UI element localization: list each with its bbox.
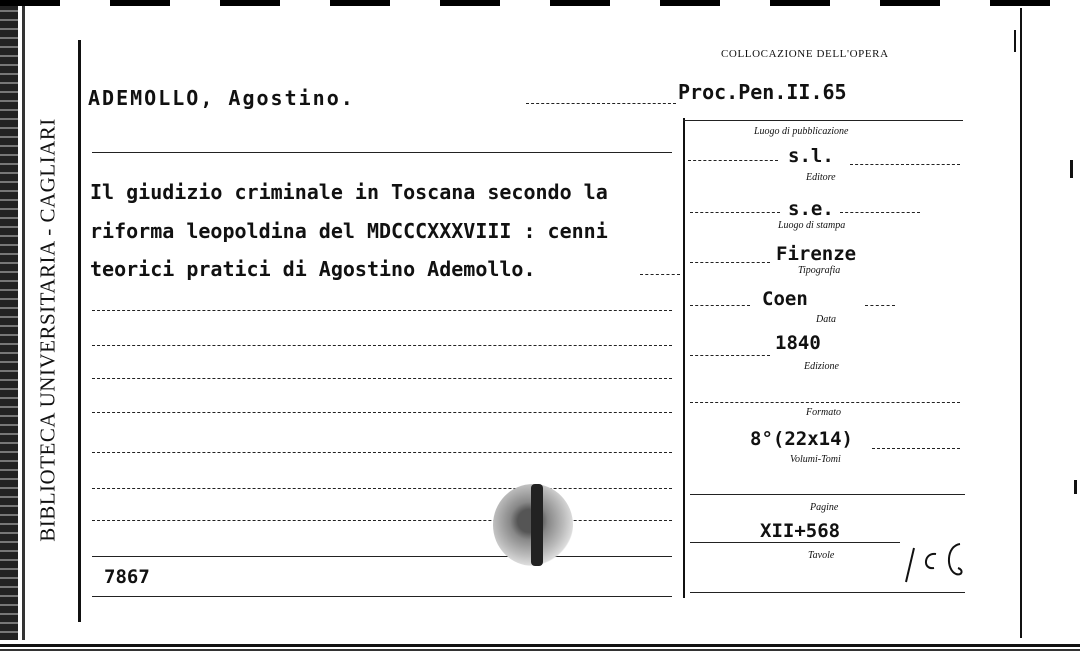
handwritten-mark bbox=[900, 540, 970, 586]
pagine-value: XII+568 bbox=[760, 520, 841, 542]
author: ADEMOLLO, Agostino. bbox=[88, 86, 355, 110]
pagine-label: Pagine bbox=[810, 502, 839, 513]
luogo-value: s.l. bbox=[788, 145, 834, 167]
inventory-number: 7867 bbox=[104, 566, 150, 588]
field-rule bbox=[688, 160, 778, 161]
field-rule bbox=[690, 355, 770, 356]
edizione-label: Edizione bbox=[804, 361, 839, 372]
library-stamp bbox=[493, 484, 573, 566]
ruled-line bbox=[92, 452, 672, 453]
luogo-label: Luogo di pubblicazione bbox=[754, 126, 849, 137]
editore-label: Editore bbox=[806, 172, 836, 183]
ruled-line bbox=[92, 520, 672, 521]
ruled-line bbox=[92, 412, 672, 413]
field-rule bbox=[872, 448, 960, 449]
scan-edge-bottom bbox=[0, 640, 1080, 654]
title-line-2: riforma leopoldina del MDCCCXXXVIII : cenni bbox=[90, 219, 608, 243]
ruled-line bbox=[92, 345, 672, 346]
column-divider bbox=[683, 118, 685, 598]
ruled-line bbox=[92, 556, 672, 557]
author-separator bbox=[92, 152, 672, 153]
title-rule bbox=[640, 274, 680, 275]
tipografia-value: Coen bbox=[762, 288, 808, 310]
shelfmark-rule bbox=[683, 120, 963, 121]
tipografia-label: Tipografia bbox=[798, 265, 841, 276]
bottom-rule bbox=[92, 596, 672, 597]
right-rule bbox=[1020, 8, 1022, 638]
volumi-label: Volumi-Tomi bbox=[790, 454, 841, 465]
field-rule bbox=[690, 212, 780, 213]
formato-label: Formato bbox=[806, 407, 841, 418]
data-label: Data bbox=[816, 314, 836, 325]
field-rule bbox=[850, 164, 960, 165]
scan-edge-top bbox=[0, 0, 1080, 6]
field-rule bbox=[840, 212, 920, 213]
field-rule bbox=[690, 305, 750, 306]
field-rule bbox=[690, 592, 965, 593]
luogo-stampa-label: Luogo di stampa bbox=[778, 220, 846, 231]
field-rule bbox=[865, 305, 895, 306]
author-rule bbox=[526, 103, 676, 104]
luogo-stampa-value: Firenze bbox=[776, 243, 857, 265]
ruled-line bbox=[92, 488, 672, 489]
scan-edge-left bbox=[0, 0, 18, 654]
title-line-3: teorici pratici di Agostino Ademollo. bbox=[90, 257, 536, 281]
ruled-line bbox=[92, 378, 672, 379]
ruled-line bbox=[92, 310, 672, 311]
scan-mark bbox=[1074, 480, 1077, 494]
scan-mark bbox=[1070, 160, 1073, 178]
editore-value: s.e. bbox=[788, 198, 834, 220]
left-rule bbox=[78, 40, 81, 622]
tavole-label: Tavole bbox=[808, 550, 835, 561]
data-value: 1840 bbox=[775, 332, 821, 354]
field-rule bbox=[690, 542, 900, 543]
shelfmark: Proc.Pen.II.65 bbox=[678, 80, 847, 104]
scan-mark bbox=[1014, 30, 1016, 52]
field-rule bbox=[690, 402, 960, 403]
field-rule bbox=[690, 262, 770, 263]
collocazione-heading: COLLOCAZIONE DELL'OPERA bbox=[721, 48, 889, 60]
library-label: BIBLIOTECA UNIVERSITARIA - CAGLIARI bbox=[35, 118, 60, 542]
title-line-1: Il giudizio criminale in Toscana secondo la bbox=[90, 180, 608, 204]
scan-edge-line bbox=[22, 0, 25, 654]
formato-value: 8°(22x14) bbox=[750, 428, 853, 450]
field-rule bbox=[690, 494, 965, 495]
